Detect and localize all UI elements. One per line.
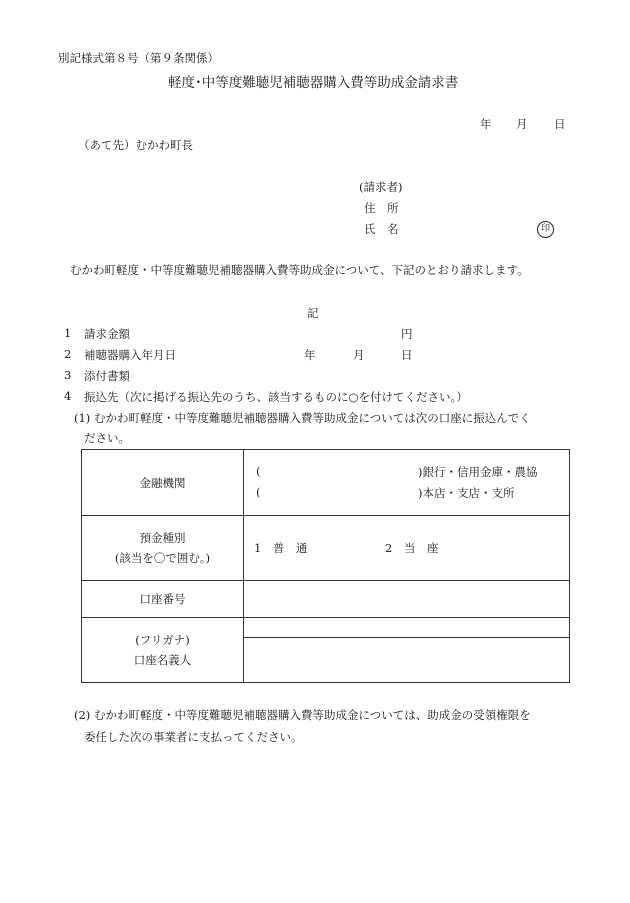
item2-label: 補聴器購入年月日	[84, 348, 176, 362]
name-label: 氏 名	[364, 222, 399, 236]
account-holder-value-cell	[244, 618, 570, 683]
deposit-type-current[interactable]: 2 当 座	[385, 541, 439, 555]
date-day: 日	[554, 117, 566, 131]
deposit-type-label-cell	[82, 516, 244, 581]
account-holder-input-area[interactable]	[244, 637, 569, 682]
document-title: 軽度･中等度難聴児補聴器購入費等助成金請求書	[168, 75, 459, 91]
item4-number: 4	[64, 389, 72, 403]
bank-line1-suffix: )銀行・信用金庫・農協	[418, 465, 538, 479]
date-month: 月	[516, 117, 528, 131]
item2-number: 2	[64, 347, 72, 361]
bank-label: 金融機関	[139, 475, 186, 490]
deposit-type-label: 預金種別	[139, 531, 186, 545]
item1-unit: 円	[401, 327, 413, 341]
item1-number: 1	[64, 326, 72, 340]
account-number-row	[82, 581, 570, 618]
sub1-line1: (1) むかわ町軽度・中等度難聴児補聴器購入費等助成金については次の口座に振込んでく	[74, 411, 531, 425]
sub2-line1: (2) むかわ町軽度・中等度難聴児補聴器購入費等助成金については、助成金の受領権限を	[74, 708, 531, 722]
account-number-label: 口座番号	[139, 592, 186, 606]
bank-line1-open: (	[256, 464, 261, 478]
bank-value-cell[interactable]	[244, 450, 570, 516]
addressee: （あて先）むかわ町長	[78, 138, 193, 152]
item1-label: 請求金額	[84, 327, 130, 341]
form-number: 別記様式第８号（第９条関係）	[58, 51, 219, 65]
account-holder-label: 口座名義人	[133, 653, 192, 667]
requester-label: (請求者)	[359, 180, 403, 194]
bank-account-table	[81, 449, 570, 683]
item2-year: 年	[304, 348, 316, 362]
seal-mark: 印	[537, 221, 554, 238]
item3-label: 添付書類	[84, 369, 130, 383]
bank-line2-open: (	[256, 485, 261, 499]
address-label: 住 所	[364, 201, 399, 215]
account-holder-row	[82, 618, 570, 683]
deposit-type-value-cell[interactable]	[244, 516, 570, 581]
deposit-type-ordinary[interactable]: 1 普 通	[254, 541, 308, 555]
item2-month: 月	[353, 348, 365, 362]
sub1-line2: ださい。	[84, 431, 130, 445]
bank-row	[82, 450, 570, 516]
bank-line2-suffix: )本店・支店・支所	[418, 486, 515, 500]
bank-label-cell	[82, 450, 244, 516]
furigana-input-area[interactable]	[244, 618, 569, 637]
account-number-value-cell[interactable]	[244, 581, 570, 618]
furigana-label: (フリガナ)	[135, 633, 190, 647]
item2-day: 日	[401, 348, 413, 362]
account-holder-label-cell	[82, 618, 244, 683]
account-number-label-cell	[82, 581, 244, 618]
intro-text: むかわ町軽度・中等度難聴児補聴器購入費等助成金について、下記のとおり請求します。	[70, 263, 529, 277]
date-year: 年	[480, 117, 492, 131]
sub2-line2: 委任した次の事業者に支払ってください。	[84, 730, 303, 744]
item3-number: 3	[64, 368, 72, 382]
ki-heading: 記	[307, 306, 319, 320]
deposit-type-row	[82, 516, 570, 581]
item4-label: 振込先（次に掲げる振込先のうち、該当するものに○を付けてください。）	[84, 390, 468, 404]
deposit-type-note: (該当を〇で囲む。)	[114, 551, 211, 565]
